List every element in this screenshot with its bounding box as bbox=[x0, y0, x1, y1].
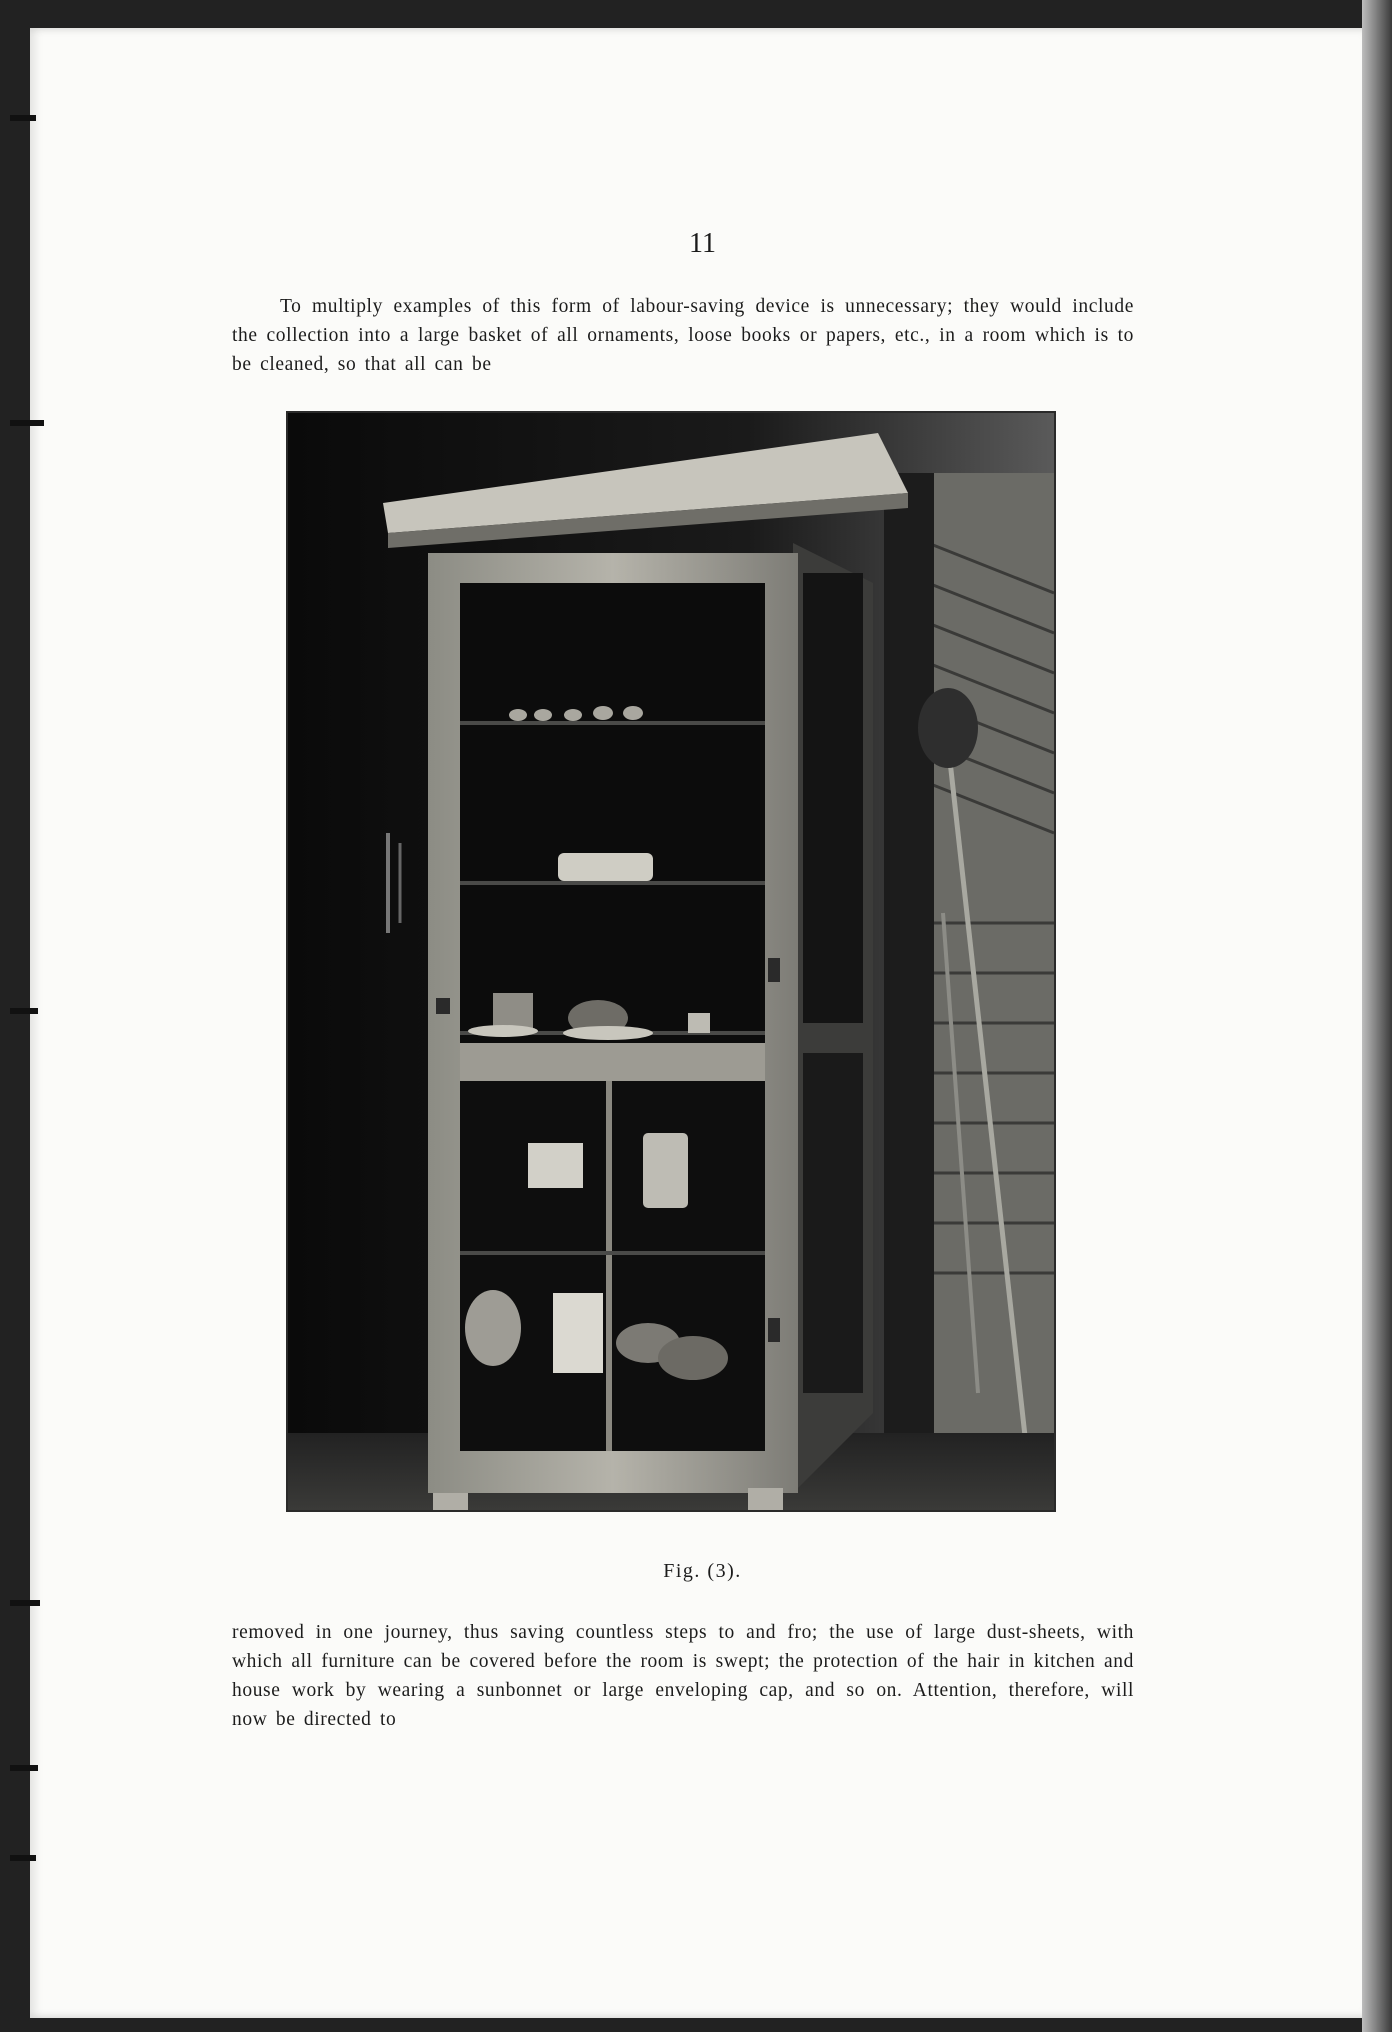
paragraph-top: To multiply examples of this form of labour-saving device is unnecessary; they would include the collection into a large basket of all ornaments, loose books or papers, etc., in a room which is to be cleaned, so that all can be bbox=[232, 296, 1134, 375]
binding-mark-icon bbox=[10, 1765, 38, 1771]
page-edge bbox=[1362, 0, 1392, 2032]
safe-cupboard-photo bbox=[288, 413, 1054, 1510]
figure-photo bbox=[286, 411, 1056, 1512]
binding-mark-icon bbox=[10, 1600, 40, 1606]
binding-mark-icon bbox=[10, 1855, 36, 1861]
page-number: 11 bbox=[689, 228, 716, 259]
binding-mark-icon bbox=[10, 1008, 38, 1014]
binding-mark-icon bbox=[10, 115, 36, 121]
figure-caption: Fig. (3). bbox=[663, 1560, 742, 1582]
weatherboard-wall bbox=[884, 473, 1054, 1473]
binding-mark-icon bbox=[10, 420, 44, 426]
paragraph-bottom: removed in one journey, thus saving countless steps to and fro; the use of large dust-sheets, with which all furniture can be covered before the room is swept; the protection of the hair in kitchen and house work by wearing a sunbonnet or large enveloping cap, and so on. Attention, therefore, will now be directed to bbox=[232, 1622, 1134, 1730]
book-page bbox=[30, 28, 1375, 2018]
